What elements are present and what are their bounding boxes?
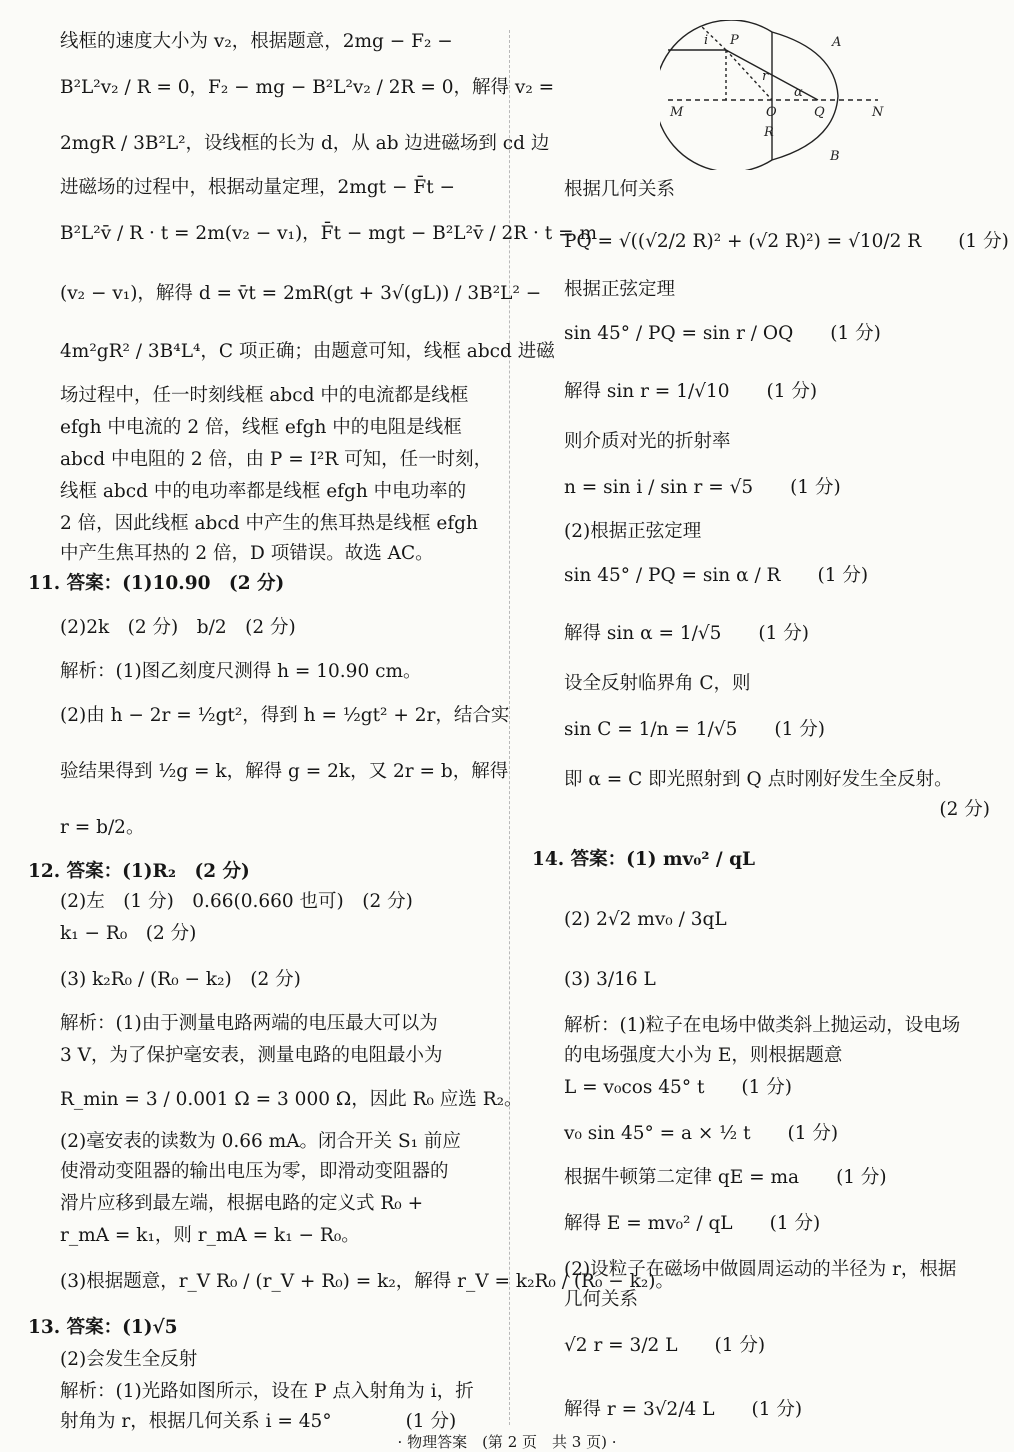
text-line: 设全反射临界角 C，则 (564, 673, 751, 694)
text-line: (2)由 h − 2r = ½gt²，得到 h = ½gt² + 2r，结合实 (60, 705, 510, 726)
formula-line: L = v₀cos 45° t (1 分) (564, 1077, 792, 1098)
text-line: (2)根据正弦定理 (564, 521, 702, 542)
text-line: 根据正弦定理 (564, 279, 676, 300)
answer-11: 11. 答案：(1)10.90 (2 分) (28, 573, 285, 594)
label-o: O (766, 105, 777, 120)
formula-line: (2) 2√2 mv₀ / 3qL (564, 909, 727, 930)
label-alpha: α (794, 85, 803, 100)
text-line: (2)左 (1 分) 0.66(0.660 也可) (2 分) (60, 891, 413, 912)
text-line: 则介质对光的折射率 (564, 431, 731, 452)
formula-line: sin 45° / PQ = sin r / OQ (1 分) (564, 323, 881, 344)
label-p: P (730, 33, 739, 48)
lens-surface (772, 32, 838, 160)
score: (2 分) (939, 799, 990, 820)
text-line: 2mgR / 3B²L²，设线框的长为 d，从 ab 边进磁场到 cd 边 (60, 133, 550, 154)
text-line: 线框 abcd 中的电功率都是线框 efgh 中电功率的 (60, 481, 467, 502)
formula-line: 解得 sin α = 1/√5 (1 分) (564, 623, 809, 644)
formula-line: 解得 sin r = 1/√10 (1 分) (564, 381, 818, 402)
text-line: B²L²v₂ / R = 0，F₂ − mg − B²L²v₂ / 2R = 0，解得 v₂ = (60, 77, 555, 98)
formula-line: v₀ sin 45° = a × ½ t (1 分) (564, 1123, 839, 1144)
answer-14: 14. 答案：(1) mv₀² / qL (532, 849, 756, 870)
formula-line: sin 45° / PQ = sin α / R (1 分) (564, 565, 869, 586)
analysis-11: 解析：(1)图乙刻度尺测得 h = 10.90 cm。 (60, 661, 422, 682)
formula-line: 解得 E = mv₀² / qL (1 分) (564, 1213, 821, 1234)
analysis-12: 解析：(1)由于测量电路两端的电压最大可以为 (60, 1013, 438, 1034)
text-line: (v₂ − v₁)，解得 d = v̄t = 2mR(gt + 3√(gL)) / 3B²L² − (60, 283, 542, 304)
text-line: (2)毫安表的读数为 0.66 mA。闭合开关 S₁ 前应 (60, 1131, 461, 1152)
text-line: 使滑动变阻器的输出电压为零，即滑动变阻器的 (60, 1161, 449, 1182)
text-line: 几何关系 (564, 1289, 639, 1310)
analysis-13: 解析：(1)光路如图所示，设在 P 点入射角为 i，折 (60, 1381, 474, 1402)
formula-line: sin C = 1/n = 1/√5 (1 分) (564, 719, 825, 740)
text-line: 滑片应移到最左端，根据电路的定义式 R₀ + (60, 1193, 424, 1214)
optics-diagram (660, 20, 900, 170)
label-n: N (872, 105, 884, 120)
formula-line: 解得 r = 3√2/4 L (1 分) (564, 1399, 803, 1420)
text-line: 即 α = C 即光照射到 Q 点时刚好发生全反射。 (564, 769, 953, 790)
text-line: (2)会发生全反射 (60, 1349, 198, 1370)
text-line: B²L²v̄ / R · t = 2m(v₂ − v₁)，F̄t − mgt − B²L²v̄ / 2R · t = m (60, 223, 598, 244)
text-line: 3 V，为了保护毫安表，测量电路的电阻最小为 (60, 1045, 443, 1066)
text-line: 场过程中，任一时刻线框 abcd 中的电流都是线框 (60, 385, 469, 406)
text-line: r = b/2。 (60, 817, 145, 838)
analysis-14: 解析：(1)粒子在电场中做类斜上抛运动，设电场 (564, 1015, 961, 1036)
text-line: (2)设粒子在磁场中做圆周运动的半径为 r，根据 (564, 1259, 957, 1280)
text-line: 根据几何关系 (564, 179, 676, 200)
text-line: efgh 中电流的 2 倍，线框 efgh 中的电阻是线框 (60, 417, 462, 438)
text-line: 2 倍，因此线框 abcd 中产生的焦耳热是线框 efgh (60, 513, 478, 534)
formula-line: 根据牛顿第二定律 qE = ma (1 分) (564, 1167, 887, 1188)
text-line: (2)2k (2 分) b/2 (2 分) (60, 617, 296, 638)
text-line: 进磁场的过程中，根据动量定理，2mgt − F̄t − (60, 177, 456, 198)
formula-line: n = sin i / sin r = √5 (1 分) (564, 477, 841, 498)
semicircle-arc (660, 20, 772, 170)
text-line: 线框的速度大小为 v₂，根据题意，2mg − F₂ − (60, 31, 453, 52)
answer-13: 13. 答案：(1)√5 (28, 1317, 178, 1338)
text-line: (3)根据题意，r_V R₀ / (r_V + R₀) = k₂，解得 r_V = k₂R₀ / (R₀ − k₂)。 (60, 1271, 674, 1292)
text-line: abcd 中电阻的 2 倍，由 P = I²R 可知，任一时刻， (60, 449, 493, 470)
text-line: 验结果得到 ½g = k，解得 g = 2k，又 2r = b，解得 (60, 761, 509, 782)
label-q: Q (814, 105, 825, 120)
label-b: B (830, 149, 840, 164)
label-a: A (832, 35, 842, 50)
text-line: 的电场强度大小为 E，则根据题意 (564, 1045, 843, 1066)
answer-12: 12. 答案：(1)R₂ (2 分) (28, 861, 250, 882)
formula-line: √2 r = 3/2 L (1 分) (564, 1335, 766, 1356)
text-line: R_min = 3 / 0.001 Ω = 3 000 Ω，因此 R₀ 应选 R₂。 (60, 1089, 523, 1110)
label-m: M (670, 105, 684, 120)
formula-line: PQ = √((√2/2 R)² + (√2 R)²) = √10/2 R (1 分) (564, 231, 1009, 252)
formula-line: (3) 3/16 L (564, 969, 656, 990)
text-line: (3) k₂R₀ / (R₀ − k₂) (2 分) (60, 969, 301, 990)
label-radius: R (764, 125, 774, 140)
text-line: 中产生焦耳热的 2 倍，D 项错误。故选 AC。 (60, 543, 434, 564)
text-line: r_mA = k₁，则 r_mA = k₁ − R₀。 (60, 1225, 360, 1246)
page-footer: · 物理答案 (第 2 页 共 3 页) · (397, 1433, 617, 1451)
label-r: r (762, 69, 769, 84)
label-i: i (704, 33, 709, 48)
text-line: 射角为 r，根据几何关系 i = 45° (1 分) (60, 1411, 457, 1432)
text-line: k₁ − R₀ (2 分) (60, 923, 197, 944)
text-line: 4m²gR² / 3B⁴L⁴，C 项正确；由题意可知，线框 abcd 进磁 (60, 341, 555, 362)
